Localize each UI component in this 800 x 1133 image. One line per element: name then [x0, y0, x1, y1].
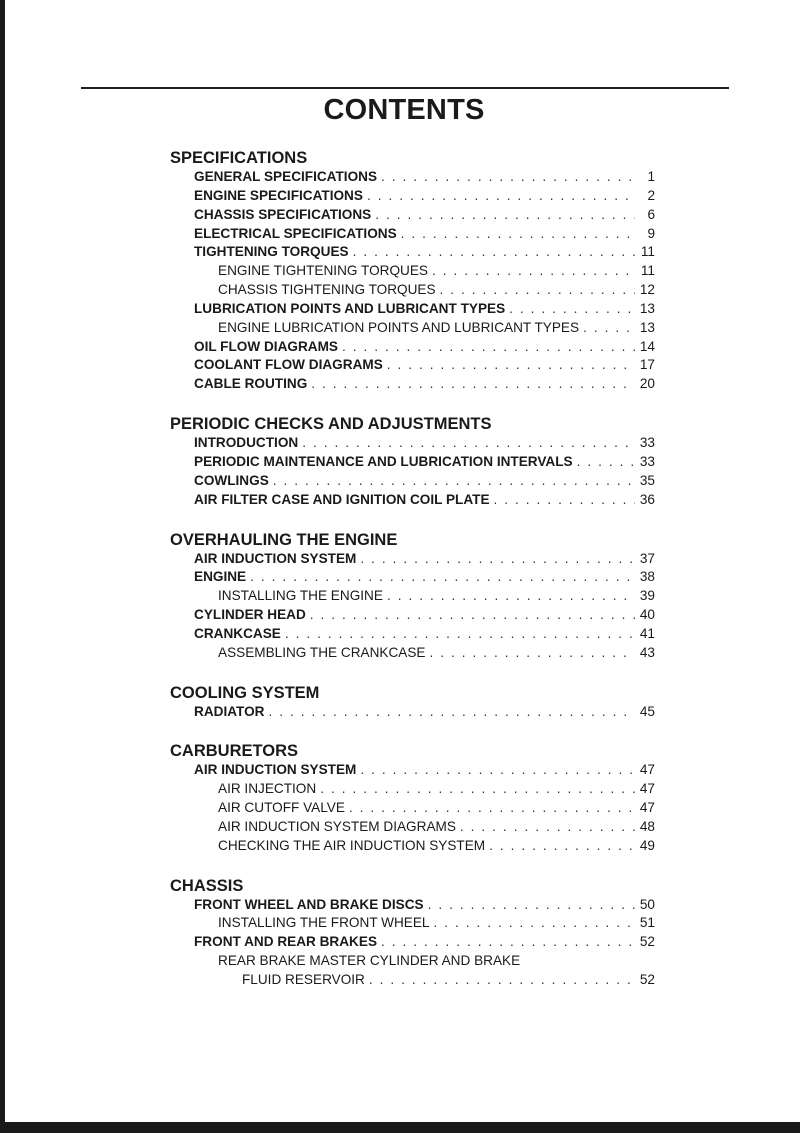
toc-entry[interactable]: [170, 491, 655, 510]
dot-leader: [387, 356, 635, 375]
toc-entry[interactable]: [170, 606, 655, 625]
entry-title: CHASSIS TIGHTENING TORQUES: [218, 282, 436, 298]
toc-section: [170, 530, 655, 663]
dot-leader: [342, 338, 635, 357]
entry-title: ENGINE SPECIFICATIONS: [194, 187, 363, 203]
entry-title: ENGINE: [194, 569, 247, 585]
page-bottom-edge: [0, 1122, 800, 1133]
toc-entry[interactable]: [170, 281, 655, 300]
toc-entry[interactable]: [170, 375, 655, 394]
toc-entry[interactable]: [170, 587, 655, 606]
dot-leader: [302, 434, 635, 453]
entry-title: INTRODUCTION: [194, 435, 299, 451]
toc-entry[interactable]: [170, 799, 655, 818]
toc-entry[interactable]: [170, 472, 655, 491]
toc-entry[interactable]: [170, 168, 655, 187]
page-number: 43: [639, 644, 655, 660]
dot-leader: [311, 375, 635, 394]
dot-leader: [273, 472, 635, 491]
dot-leader: [583, 319, 635, 338]
entry-title: AIR INDUCTION SYSTEM: [194, 550, 357, 566]
dot-leader: [360, 761, 635, 780]
page-left-edge: [0, 0, 5, 1133]
page-number: 48: [639, 818, 655, 834]
toc-entry[interactable]: [170, 434, 655, 453]
dot-leader: [360, 550, 635, 569]
toc-section: [170, 683, 655, 722]
page-number: 35: [639, 472, 655, 488]
page-number: 40: [639, 607, 655, 623]
section-heading[interactable]: PERIODIC CHECKS AND ADJUSTMENTS: [170, 415, 492, 434]
toc-entry[interactable]: [170, 625, 655, 644]
entry-title: AIR CUTOFF VALVE: [218, 800, 345, 816]
section-heading[interactable]: COOLING SYSTEM: [170, 683, 320, 702]
toc-section: [170, 148, 655, 394]
dot-leader: [577, 453, 635, 472]
toc-entry[interactable]: [170, 896, 655, 915]
toc-entry[interactable]: [170, 550, 655, 569]
toc-entry[interactable]: [170, 703, 655, 722]
toc-entry[interactable]: [170, 453, 655, 472]
entry-title: AIR INDUCTION SYSTEM: [194, 762, 357, 778]
dot-leader: [387, 587, 635, 606]
entry-title: AIR INDUCTION SYSTEM DIAGRAMS: [218, 818, 456, 834]
entry-title: RADIATOR: [194, 703, 265, 719]
page-number: 17: [639, 357, 655, 373]
toc-entry[interactable]: [170, 818, 655, 837]
page-number: 52: [639, 972, 655, 987]
dot-leader: [285, 625, 635, 644]
dot-leader: [375, 206, 635, 225]
page-number: 12: [639, 282, 655, 298]
page-number: 6: [647, 206, 655, 222]
toc-entry[interactable]: [170, 319, 655, 338]
header-rule: [81, 87, 729, 89]
dot-leader: [434, 914, 636, 933]
dot-leader: [489, 837, 635, 856]
toc-entry[interactable]: [170, 225, 655, 244]
page-number: 1: [647, 169, 655, 184]
dot-leader: [460, 818, 635, 837]
entry-title: AIR INJECTION: [218, 781, 317, 797]
dot-leader: [353, 243, 635, 262]
entry-title: INSTALLING THE ENGINE: [218, 588, 383, 604]
page-number: 37: [639, 550, 655, 566]
section-heading[interactable]: OVERHAULING THE ENGINE: [170, 530, 398, 549]
dot-leader: [429, 644, 635, 663]
entry-title: FRONT WHEEL AND BRAKE DISCS: [194, 896, 424, 912]
dot-leader: [367, 187, 635, 206]
entry-title: FLUID RESERVOIR: [242, 972, 365, 987]
entry-title: FRONT AND REAR BRAKES: [194, 934, 378, 950]
table-of-contents: [170, 148, 655, 1010]
toc-entry[interactable]: [170, 933, 655, 952]
page-number: 13: [639, 300, 655, 316]
section-heading[interactable]: CARBURETORS: [170, 742, 299, 761]
page-number: 36: [639, 491, 655, 507]
toc-entry[interactable]: [170, 262, 655, 281]
entry-title: INSTALLING THE FRONT WHEEL: [218, 915, 430, 931]
page-number: 9: [647, 225, 655, 241]
toc-entry[interactable]: [170, 780, 655, 799]
dot-leader: [320, 780, 635, 799]
dot-leader: [440, 281, 635, 300]
toc-entry[interactable]: [170, 206, 655, 225]
page-number: 13: [639, 319, 655, 335]
toc-entry[interactable]: [170, 568, 655, 587]
entry-title: CABLE ROUTING: [194, 376, 308, 392]
page-title: CONTENTS: [323, 94, 485, 126]
dot-leader: [509, 300, 635, 319]
page-number: 47: [639, 781, 655, 797]
entry-title: CHASSIS SPECIFICATIONS: [194, 206, 372, 222]
dot-leader: [432, 262, 635, 281]
entry-title: AIR FILTER CASE AND IGNITION COIL PLATE: [194, 491, 490, 507]
dot-leader: [349, 799, 635, 818]
toc-section: [170, 741, 655, 855]
toc-entry[interactable]: [170, 644, 655, 663]
entry-title: ELECTRICAL SPECIFICATIONS: [194, 225, 397, 241]
dot-leader: [369, 971, 635, 990]
toc-entry[interactable]: [170, 187, 655, 206]
toc-entry[interactable]: [170, 837, 655, 856]
entry-title: ENGINE LUBRICATION POINTS AND LUBRICANT TYPES: [218, 319, 580, 335]
page-number: 39: [639, 588, 655, 604]
page-number: 33: [639, 435, 655, 451]
toc-entry[interactable]: [170, 243, 655, 262]
entry-title: TIGHTENING TORQUES: [194, 244, 349, 260]
dot-leader: [401, 225, 635, 244]
toc-section: [170, 876, 655, 990]
page-number: 14: [639, 338, 655, 354]
toc-entry[interactable]: [170, 300, 655, 319]
entry-title: CRANKCASE: [194, 625, 281, 641]
page-number: 45: [639, 703, 655, 719]
page-number: 47: [639, 762, 655, 778]
toc-entry-continued[interactable]: REAR BRAKE MASTER CYLINDER AND BRAKE: [218, 953, 521, 969]
dot-leader: [494, 491, 635, 510]
entry-title: ENGINE TIGHTENING TORQUES: [218, 263, 428, 279]
page-number: 52: [639, 934, 655, 950]
section-heading[interactable]: SPECIFICATIONS: [170, 149, 308, 167]
entry-title: COOLANT FLOW DIAGRAMS: [194, 357, 383, 373]
dot-leader: [268, 703, 635, 722]
page-number: 33: [639, 453, 655, 469]
dot-leader: [428, 896, 635, 915]
entry-title: LUBRICATION POINTS AND LUBRICANT TYPES: [194, 300, 506, 316]
toc-entry[interactable]: [170, 338, 655, 357]
entry-title: CHECKING THE AIR INDUCTION SYSTEM: [218, 837, 486, 853]
section-heading[interactable]: CHASSIS: [170, 876, 244, 895]
toc-entry[interactable]: [170, 971, 655, 990]
page-number: 47: [639, 800, 655, 816]
page-number: 41: [639, 625, 655, 641]
page-number: 20: [639, 376, 655, 392]
page-number: 38: [639, 569, 655, 585]
page-number: 50: [639, 896, 655, 912]
dot-leader: [310, 606, 635, 625]
entry-title: GENERAL SPECIFICATIONS: [194, 169, 378, 184]
entry-title: ASSEMBLING THE CRANKCASE: [218, 644, 426, 660]
page-number: 11: [640, 244, 655, 260]
toc-entry[interactable]: [170, 761, 655, 780]
entry-title: OIL FLOW DIAGRAMS: [194, 338, 338, 354]
toc-entry[interactable]: [170, 914, 655, 933]
entry-title: PERIODIC MAINTENANCE AND LUBRICATION INTERVALS: [194, 453, 573, 469]
page-number: 49: [639, 837, 655, 853]
toc-section: [170, 414, 655, 509]
page-number: 2: [647, 187, 655, 203]
page-number: 11: [640, 263, 655, 279]
dot-leader: [381, 168, 635, 187]
entry-title: CYLINDER HEAD: [194, 607, 306, 623]
dot-leader: [381, 933, 635, 952]
entry-title: COWLINGS: [194, 472, 269, 488]
dot-leader: [250, 568, 635, 587]
toc-entry[interactable]: [170, 356, 655, 375]
page-number: 51: [639, 915, 655, 931]
